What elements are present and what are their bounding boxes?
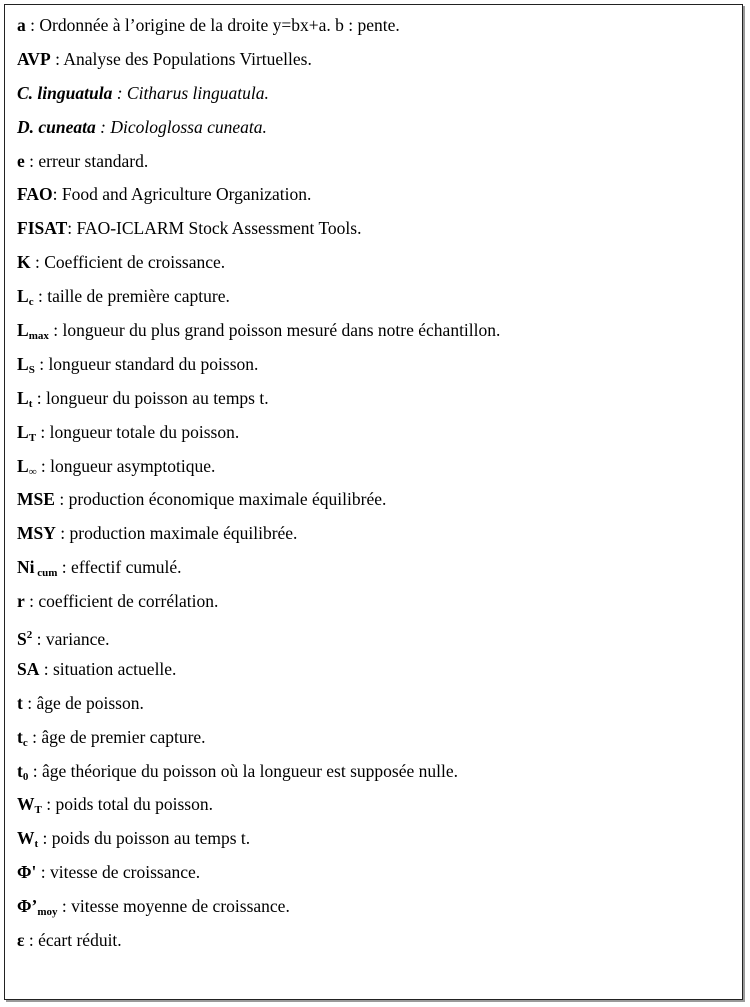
term-subscript: c [22,736,28,749]
abbreviation-term: W [17,828,35,849]
abbreviation-term: t [17,726,23,747]
abbreviation-entry [17,487,500,521]
abbreviation-entry [17,454,500,488]
separator: : [54,489,69,510]
abbreviations-list [17,13,500,962]
term-subscript: c [28,296,34,309]
term-subscript: moy [37,906,58,919]
abbreviation-entry [17,284,500,318]
abbreviation-definition: longueur totale du poisson. [49,421,240,442]
separator: : [57,896,72,917]
abbreviation-definition: production économique maximale équilibrée. [68,489,387,510]
term-subscript: ∞ [28,465,37,478]
abbreviation-entry [17,47,500,81]
abbreviation-definition: production maximale équilibrée. [69,523,298,544]
abbreviation-definition: longueur asymptotique. [50,455,216,476]
separator: : [50,48,64,69]
separator: : [38,828,52,849]
separator: : [39,658,53,679]
abbreviation-term: FISAT [17,218,68,239]
abbreviation-term: e [17,150,25,171]
abbreviation-definition: Analyse des Populations Virtuelles. [63,48,312,69]
term-subscript: T [34,804,42,817]
abbreviation-term: SA [17,658,40,679]
abbreviation-term: D. cuneata [17,116,96,137]
separator: : [32,387,46,408]
separator: : [30,252,45,273]
separator: : [36,455,51,476]
abbreviation-entry [17,250,500,284]
separator: : [67,218,77,239]
abbreviation-entry [17,115,500,149]
abbreviation-definition: erreur standard. [38,150,149,171]
abbreviation-entry [17,216,500,250]
abbreviation-definition: âge de poisson. [36,692,144,713]
abbreviation-definition: Ordonnée à l’origine de la droite y=bx+a. b : pente. [39,15,400,35]
separator: : [24,150,39,171]
abbreviations-box [4,4,743,1000]
abbreviation-term: t [17,760,23,781]
abbreviation-definition: poids du poisson au temps t. [51,828,251,849]
separator: : [32,629,46,650]
abbreviation-term: L [17,320,29,341]
abbreviation-definition: longueur du poisson au temps t. [45,387,269,408]
separator: : [28,760,42,781]
abbreviation-definition: Coefficient de croissance. [44,252,226,273]
abbreviation-term: FAO [17,184,53,205]
abbreviation-term: MSY [17,523,56,544]
abbreviation-term: Φ’ [17,896,38,917]
term-subscript: cum [34,567,58,580]
separator: : [57,557,72,578]
separator: : [33,286,48,307]
separator: : [52,184,62,205]
abbreviation-entry [17,149,500,183]
abbreviation-definition: Food and Agriculture Organization. [61,184,312,205]
abbreviation-definition: effectif cumulé. [71,557,182,578]
abbreviation-term: L [17,387,29,408]
separator: : [41,794,56,815]
abbreviation-entry [17,792,500,826]
term-superscript: 2 [26,629,33,642]
separator: : [55,523,70,544]
separator: : [36,421,50,442]
abbreviation-entry [17,623,500,657]
abbreviation-term: W [17,794,35,815]
abbreviation-entry [17,352,500,386]
abbreviation-definition: poids total du poisson. [55,794,213,815]
abbreviation-entry [17,725,500,759]
abbreviation-definition: FAO-ICLARM Stock Assessment Tools. [76,218,362,239]
abbreviation-definition: taille de première capture. [47,286,230,307]
abbreviation-term: AVP [17,48,51,69]
separator: : [24,930,39,951]
abbreviation-definition: âge théorique du poisson où la longueur est supposée nulle. [41,760,458,781]
separator: : [22,692,37,713]
separator: : [48,320,63,341]
term-subscript: T [28,431,37,444]
abbreviation-term: C. linguatula [17,82,113,103]
term-subscript: 0 [22,770,29,783]
term-subscript: S [28,363,35,376]
abbreviation-term: K [17,252,31,273]
abbreviation-definition: longueur standard du poisson. [48,353,259,374]
abbreviation-entry [17,860,500,894]
abbreviation-entry [17,657,500,691]
separator: : [95,116,111,137]
term-subscript: max [28,330,49,343]
abbreviation-definition: longueur du plus grand poisson mesuré dans notre échantillon. [62,320,501,341]
abbreviation-entry [17,318,500,352]
abbreviation-term: ε [17,930,25,951]
abbreviation-entry [17,589,500,623]
separator: : [27,726,42,747]
abbreviation-term: t [17,692,23,713]
abbreviation-definition: vitesse de croissance. [50,862,201,883]
abbreviation-entry [17,13,500,47]
term-subscript: t [34,838,39,851]
abbreviation-entry [17,826,500,860]
separator: : [36,862,50,883]
abbreviation-entry [17,691,500,725]
separator: : [34,353,49,374]
abbreviation-definition: situation actuelle. [53,658,177,679]
abbreviation-term: L [17,353,29,374]
abbreviation-entry [17,81,500,115]
abbreviation-term: Φ' [17,862,37,883]
separator: : [25,15,40,35]
abbreviation-definition: âge de premier capture. [41,726,206,747]
abbreviation-entry [17,182,500,216]
abbreviation-term: a [17,15,26,35]
abbreviation-definition: vitesse moyenne de croissance. [71,896,290,917]
separator: : [24,591,39,612]
abbreviation-entry [17,555,500,589]
abbreviation-term: r [17,591,25,612]
abbreviation-definition: coefficient de corrélation. [38,591,219,612]
abbreviation-term: S [17,629,27,650]
abbreviation-definition: écart réduit. [38,930,122,951]
term-subscript: t [28,397,33,410]
abbreviation-entry [17,928,500,962]
abbreviation-entry [17,521,500,555]
abbreviation-entry [17,420,500,454]
separator: : [112,82,127,103]
abbreviation-entry [17,386,500,420]
abbreviation-definition: Citharus linguatula. [126,82,269,103]
abbreviation-term: L [17,455,29,476]
abbreviation-term: Ni [17,557,35,578]
abbreviation-term: MSE [17,489,55,510]
abbreviation-term: L [17,286,29,307]
abbreviation-definition: Dicologlossa cuneata. [110,116,267,137]
abbreviation-term: L [17,421,29,442]
abbreviation-entry [17,759,500,793]
abbreviation-definition: variance. [45,629,110,650]
abbreviation-entry [17,894,500,928]
